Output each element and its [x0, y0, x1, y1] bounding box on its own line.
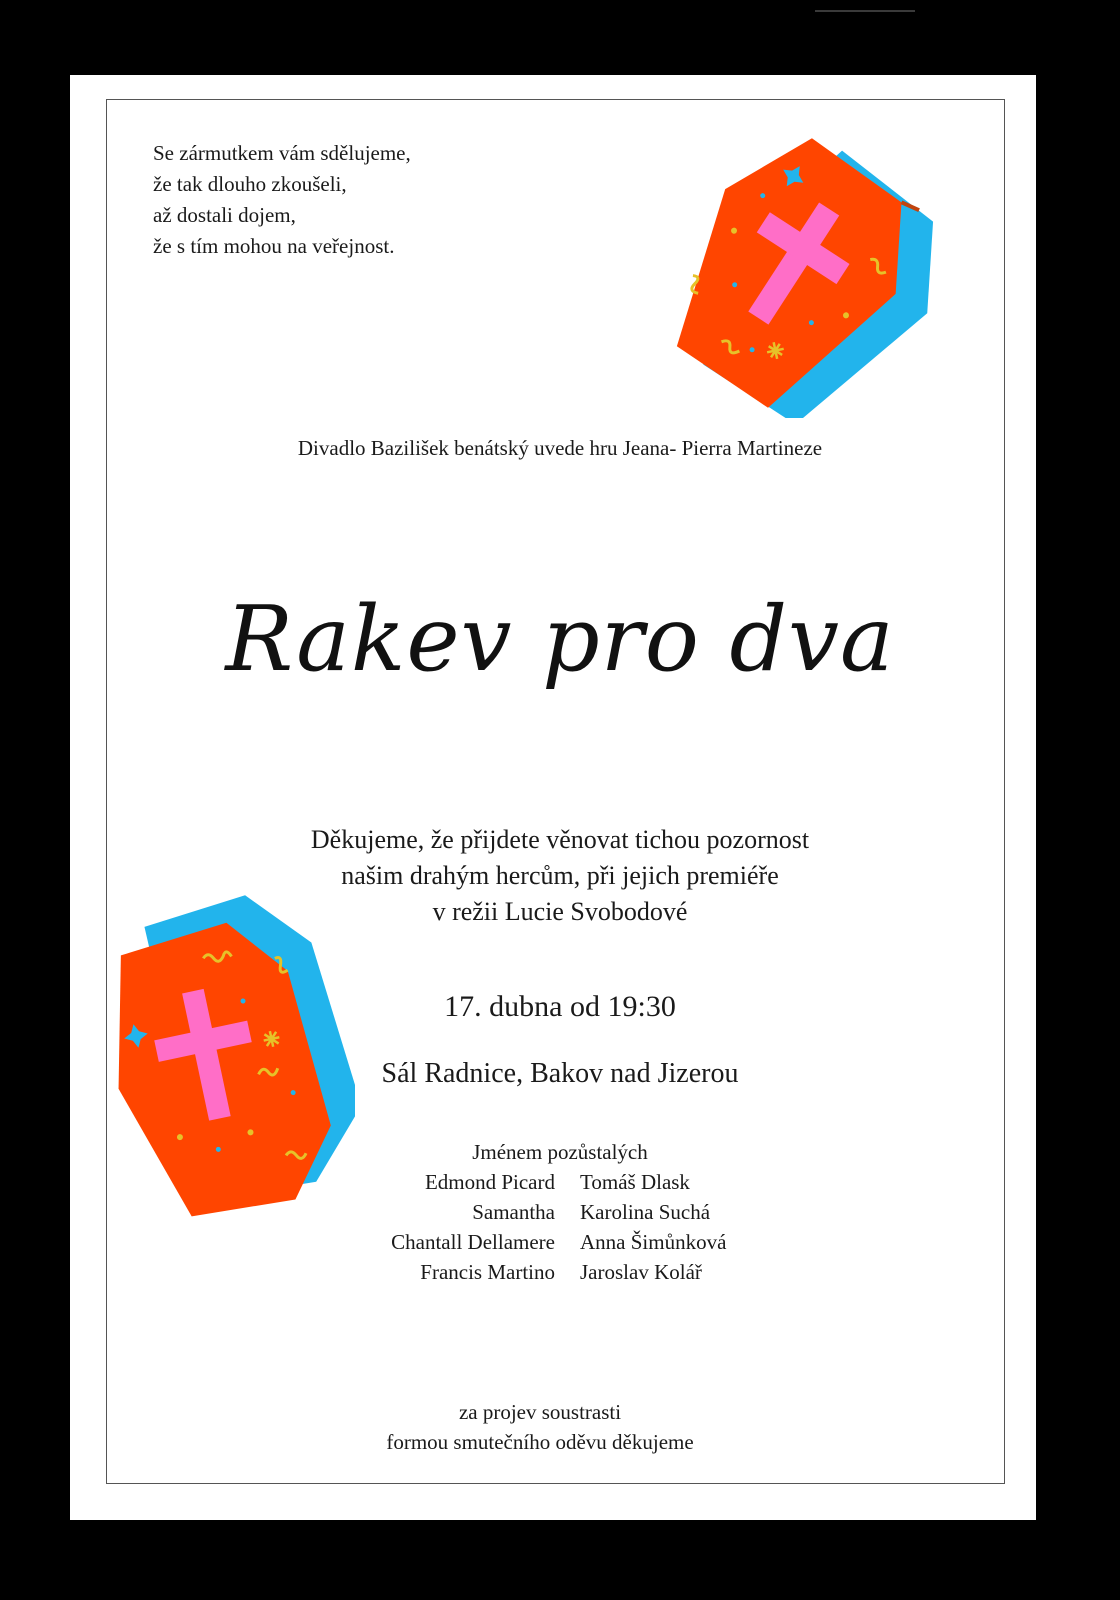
event-date: 17. dubna od 19:30 [444, 990, 676, 1023]
cast-row [0, 1260, 1120, 1290]
cast-row [0, 1170, 1120, 1200]
closing-text [0, 1397, 1080, 1457]
edge-line [815, 10, 915, 12]
cast-role: Francis Martino [420, 1260, 555, 1284]
cast-actor: Anna Šimůnková [580, 1230, 727, 1254]
play-title: Rakev pro dva [225, 587, 895, 692]
intro-poem [153, 138, 411, 262]
poem-line: že tak dlouho zkoušeli, [153, 172, 347, 196]
thanks-line: v režii Lucie Svobodové [432, 897, 688, 926]
cast-actor: Tomáš Dlask [580, 1170, 690, 1194]
thanks-line: našim drahým hercům, při jejich premiéře [341, 861, 779, 890]
event-venue: Sál Radnice, Bakov nad Jizerou [381, 1058, 739, 1089]
cast-role: Samantha [472, 1200, 555, 1224]
closing-line: formou smutečního oděvu děkujeme [386, 1430, 694, 1454]
poem-line: že s tím mohou na veřejnost. [153, 234, 395, 258]
cast-row [0, 1200, 1120, 1230]
poem-line: Se zármutkem vám sdělujeme, [153, 141, 411, 165]
cast-list [0, 1170, 1120, 1290]
thanks-line: Děkujeme, že přijdete věnovat tichou pozornost [310, 825, 810, 854]
cast-actor: Jaroslav Kolář [580, 1260, 702, 1284]
cast-role: Edmond Picard [424, 1170, 555, 1194]
cast-heading: Jménem pozůstalých [472, 1140, 648, 1164]
cast-actor: Karolina Suchá [580, 1200, 711, 1224]
poem-line: až dostali dojem, [153, 203, 296, 227]
presenter-line: Divadlo Bazilišek benátský uvede hru Jeana- Pierra Martineze [297, 436, 823, 460]
closing-line: za projev soustrasti [458, 1400, 622, 1424]
cast-row [0, 1230, 1120, 1260]
cast-role: Chantall Dellamere [391, 1230, 555, 1254]
coffin-illustration-top [650, 128, 940, 418]
